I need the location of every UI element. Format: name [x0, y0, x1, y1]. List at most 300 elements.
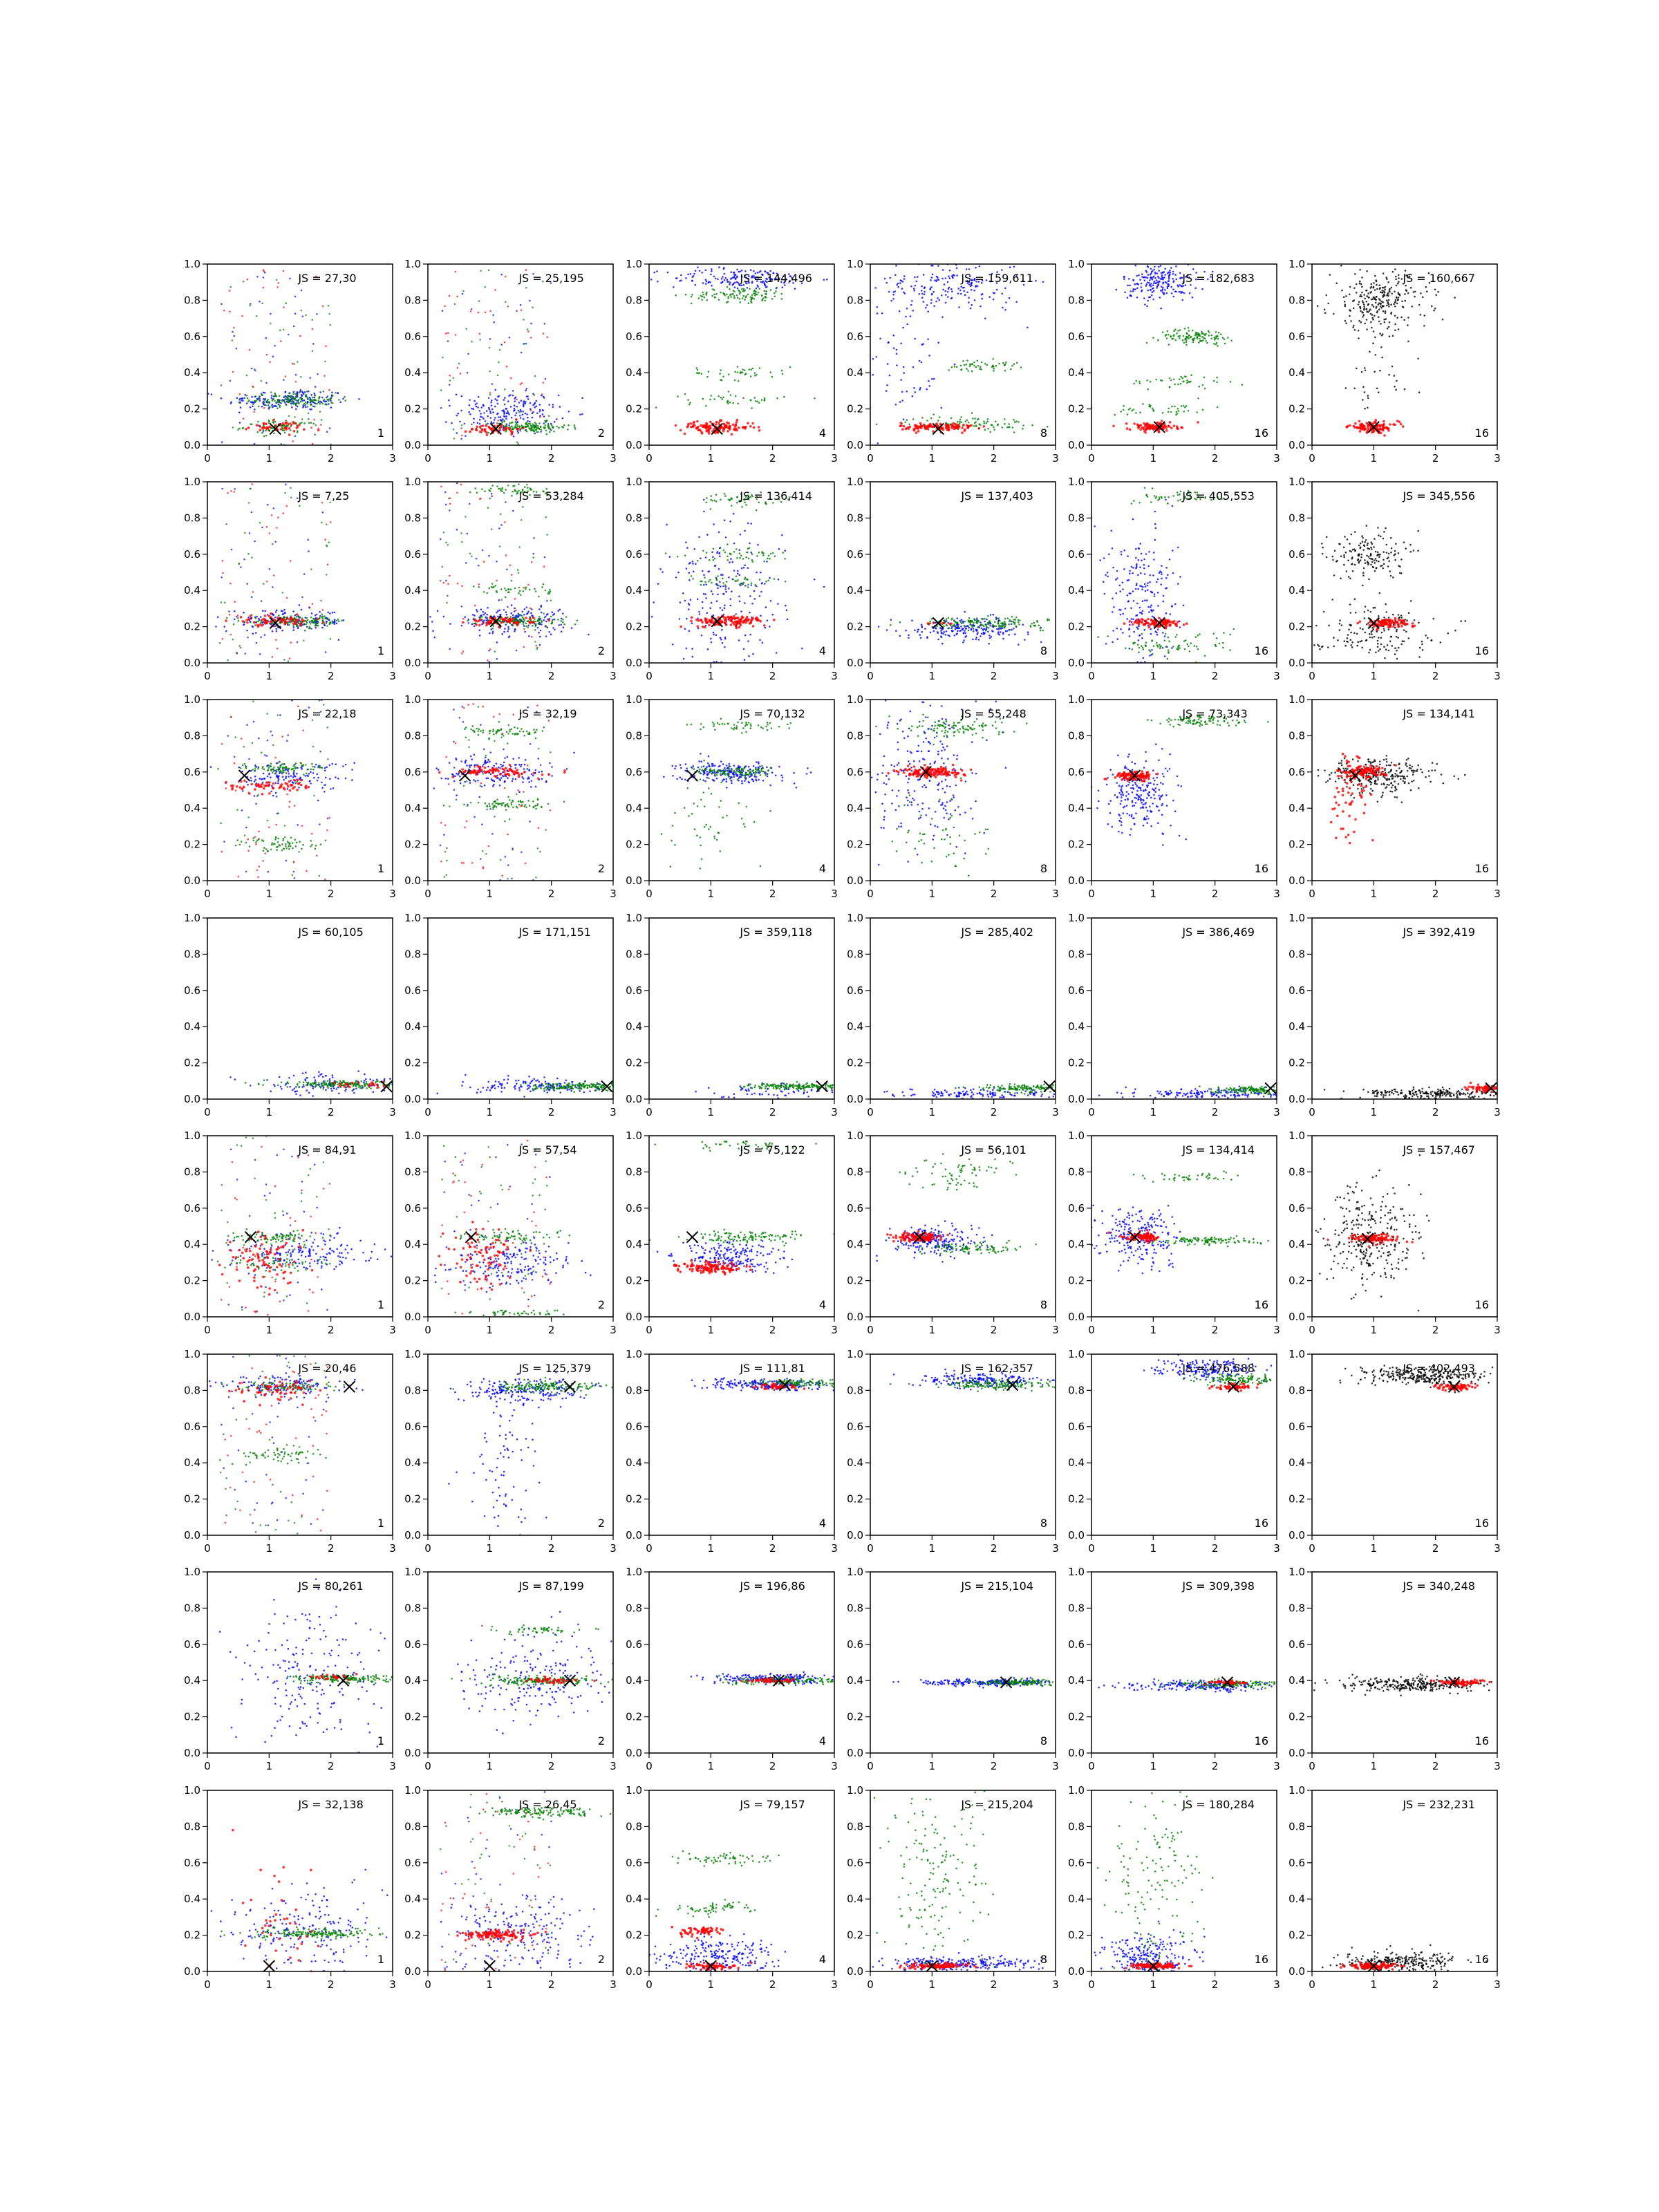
data-point [978, 639, 980, 641]
data-point [705, 279, 707, 281]
panel-r2-c3 [626, 476, 838, 682]
data-point [727, 430, 729, 433]
data-point [939, 299, 941, 301]
data-point [275, 639, 277, 641]
data-point [958, 425, 961, 428]
data-point [519, 430, 521, 432]
data-point [234, 610, 236, 612]
data-point [743, 295, 745, 297]
data-point [534, 406, 536, 409]
data-point [491, 528, 493, 530]
data-point [299, 621, 301, 623]
data-point [546, 534, 548, 536]
data-point [447, 332, 449, 334]
data-point [504, 341, 506, 344]
data-point [562, 612, 564, 615]
data-point [315, 400, 317, 402]
data-point [1359, 295, 1361, 297]
data-point [985, 630, 987, 632]
data-point [486, 592, 488, 594]
data-point [488, 426, 491, 429]
data-point [727, 279, 729, 281]
data-point [507, 606, 509, 608]
data-point [730, 558, 732, 560]
y-tick-label: 0.2 [184, 403, 200, 415]
data-point [675, 424, 677, 427]
data-point [1359, 430, 1362, 433]
data-point [1129, 429, 1132, 431]
data-point [440, 407, 442, 409]
data-point [459, 421, 461, 423]
data-point [521, 400, 523, 402]
data-point [932, 265, 934, 267]
data-point [532, 625, 534, 627]
data-point [474, 487, 476, 489]
data-point [543, 583, 545, 585]
data-point [1358, 330, 1360, 332]
point-cloud [651, 491, 825, 663]
data-point [720, 397, 722, 399]
data-point [232, 427, 234, 429]
data-point [563, 624, 565, 626]
data-point [489, 588, 491, 590]
data-point [315, 627, 317, 629]
data-point [461, 606, 463, 608]
js-annotation: JS = 25,195 [518, 272, 583, 285]
data-point [1161, 272, 1163, 274]
data-point [1373, 330, 1375, 332]
data-point [1169, 386, 1171, 388]
data-point [736, 269, 738, 271]
data-point [326, 404, 328, 406]
data-point [301, 290, 303, 292]
data-point [536, 621, 538, 623]
data-point [319, 617, 321, 619]
y-tick-label: 0.6 [184, 548, 200, 561]
data-point [710, 638, 712, 640]
data-point [476, 609, 478, 611]
data-point [518, 546, 521, 548]
data-point [1145, 429, 1147, 431]
data-point [579, 414, 581, 416]
data-point [457, 413, 459, 415]
data-point [1204, 335, 1206, 337]
data-point [550, 616, 552, 618]
data-point [468, 622, 470, 624]
data-point [695, 270, 697, 272]
data-point [691, 296, 693, 298]
data-point [449, 497, 451, 499]
data-point [270, 621, 272, 624]
data-point [713, 523, 715, 525]
data-point [697, 373, 700, 375]
data-point [738, 626, 741, 629]
data-point [1174, 328, 1177, 330]
data-point [1173, 280, 1175, 282]
data-point [713, 289, 715, 291]
data-point [1169, 270, 1171, 272]
data-point [986, 422, 988, 424]
data-point [1388, 326, 1390, 328]
data-point [1202, 384, 1204, 386]
data-point [745, 556, 747, 559]
data-point [693, 570, 695, 572]
data-point [770, 553, 772, 555]
data-point [688, 603, 690, 605]
data-point [1380, 428, 1382, 431]
data-point [931, 378, 933, 380]
js-annotation: JS = 144,496 [739, 272, 812, 285]
data-point [951, 630, 953, 632]
data-point [327, 395, 329, 397]
data-point [1152, 408, 1154, 410]
data-point [511, 574, 513, 576]
data-point [984, 363, 986, 365]
data-point [517, 569, 519, 571]
data-point [748, 302, 750, 304]
data-point [328, 541, 330, 543]
data-point [774, 292, 776, 294]
data-point [256, 424, 259, 427]
data-point [690, 599, 692, 601]
data-point [1434, 289, 1436, 291]
data-point [718, 568, 720, 570]
data-point [899, 635, 901, 637]
data-point [559, 406, 561, 408]
data-point [1173, 424, 1176, 427]
data-point [1350, 320, 1352, 322]
data-point [298, 402, 300, 404]
data-point [956, 274, 958, 276]
data-point [552, 404, 554, 406]
data-point [884, 278, 886, 280]
data-point [1354, 273, 1356, 275]
data-point [994, 292, 996, 294]
data-point [737, 403, 739, 405]
data-point [465, 516, 467, 518]
data-point [449, 375, 451, 377]
data-point [574, 427, 576, 429]
data-point [487, 607, 489, 609]
data-point [541, 605, 543, 607]
data-point [317, 621, 319, 624]
data-point [1387, 328, 1389, 330]
data-point [266, 354, 268, 356]
data-point [1183, 411, 1185, 413]
data-point [1370, 321, 1372, 324]
data-point [738, 427, 740, 429]
data-point [957, 421, 959, 423]
data-point [276, 630, 278, 632]
data-point [1143, 297, 1145, 299]
data-point [995, 619, 997, 621]
panel-r1-c3 [626, 258, 838, 465]
data-point [984, 318, 986, 320]
data-point [544, 617, 546, 619]
data-point [1157, 276, 1159, 278]
data-point [294, 403, 296, 405]
data-point [290, 426, 292, 428]
data-point [524, 631, 526, 633]
data-point [527, 423, 529, 425]
data-point [507, 427, 510, 430]
data-point [735, 627, 738, 630]
data-point [952, 277, 954, 279]
data-point [769, 558, 771, 560]
data-point [765, 627, 767, 629]
data-point [744, 565, 746, 567]
data-point [574, 424, 576, 427]
data-point [568, 424, 570, 427]
data-point [1166, 292, 1168, 294]
data-point [1383, 287, 1385, 289]
data-point [747, 523, 749, 525]
data-point [1150, 276, 1152, 279]
data-point [930, 418, 932, 420]
data-point [306, 621, 308, 624]
data-point [713, 428, 715, 431]
data-point [982, 629, 984, 631]
data-point [1349, 315, 1351, 317]
data-point [744, 530, 746, 532]
data-point [1184, 406, 1186, 409]
data-point [1004, 288, 1006, 290]
data-point [749, 543, 751, 545]
data-point [785, 581, 787, 583]
data-point [1149, 284, 1151, 286]
data-point [269, 568, 271, 570]
data-point [720, 637, 722, 639]
data-point [240, 647, 242, 649]
data-point [516, 491, 518, 493]
data-point [983, 420, 985, 422]
data-point [983, 425, 986, 428]
data-point [1161, 379, 1163, 382]
data-point [1132, 288, 1134, 290]
data-point [737, 371, 739, 373]
data-point [1383, 434, 1386, 437]
data-point [522, 411, 524, 413]
data-point [1397, 299, 1399, 301]
data-point [539, 644, 541, 646]
data-point [326, 625, 328, 627]
data-point [737, 573, 739, 575]
data-point [1134, 265, 1136, 267]
data-point [492, 628, 494, 630]
data-point [943, 620, 945, 622]
data-point [493, 625, 495, 627]
data-point [511, 422, 513, 424]
data-point [308, 413, 310, 415]
data-point [987, 615, 989, 617]
data-point [514, 630, 516, 632]
data-point [966, 359, 968, 362]
data-point [292, 400, 294, 402]
data-point [981, 632, 983, 635]
data-point [749, 621, 752, 624]
data-point [1138, 381, 1141, 383]
data-point [1363, 303, 1365, 306]
data-point [538, 623, 540, 625]
data-point [485, 424, 488, 427]
data-point [721, 278, 723, 280]
data-point [1380, 346, 1382, 348]
data-point [1388, 299, 1390, 301]
data-point [1382, 292, 1384, 294]
data-point [1170, 379, 1172, 382]
data-point [767, 580, 769, 582]
data-point [487, 507, 489, 509]
data-point [930, 302, 932, 304]
data-point [1161, 420, 1163, 422]
data-point [666, 524, 668, 526]
data-point [299, 604, 301, 606]
data-point [446, 602, 448, 604]
data-point [672, 644, 674, 646]
data-point [729, 561, 731, 563]
data-point [292, 629, 294, 631]
data-point [472, 614, 474, 616]
data-point [296, 424, 298, 427]
data-point [1395, 276, 1397, 278]
data-point [543, 619, 545, 621]
data-point [702, 294, 704, 296]
data-point [1392, 335, 1394, 337]
data-point [687, 399, 689, 401]
data-point [445, 504, 447, 506]
data-point [759, 595, 761, 597]
data-point [975, 366, 977, 368]
data-point [536, 412, 538, 414]
data-point [1013, 431, 1015, 433]
data-point [535, 626, 537, 628]
data-point [989, 625, 991, 627]
data-point [292, 363, 294, 365]
data-point [500, 514, 502, 516]
data-point [500, 416, 502, 418]
data-point [334, 623, 336, 625]
data-point [264, 610, 266, 612]
data-point [1172, 338, 1174, 340]
data-point [514, 608, 516, 610]
data-point [1413, 291, 1415, 293]
data-point [261, 303, 263, 305]
data-point [1170, 427, 1173, 430]
data-point [1206, 342, 1208, 344]
data-point [948, 635, 950, 637]
data-point [229, 310, 231, 312]
data-point [1385, 312, 1387, 314]
data-point [720, 585, 722, 588]
data-point [542, 382, 544, 384]
data-point [1363, 425, 1366, 428]
data-point [757, 544, 759, 546]
data-point [1179, 291, 1181, 293]
data-point [286, 397, 288, 399]
data-point [1364, 367, 1366, 369]
data-point [512, 395, 514, 397]
data-point [916, 425, 919, 428]
data-point [440, 486, 442, 488]
data-point [504, 427, 507, 430]
data-point [708, 619, 711, 621]
data-point [975, 424, 977, 427]
data-point [1384, 292, 1386, 294]
data-point [959, 421, 961, 423]
y-tick-label: 1.0 [1288, 258, 1305, 270]
panel-r1-c5 [1068, 258, 1280, 465]
data-point [1397, 283, 1399, 285]
data-point [933, 630, 935, 632]
data-point [491, 409, 494, 411]
data-point [488, 555, 490, 557]
data-point [358, 398, 360, 400]
data-point [975, 267, 977, 269]
data-point [247, 619, 250, 621]
data-point [518, 592, 520, 594]
point-cloud [215, 483, 344, 662]
data-point [981, 362, 983, 364]
data-point [968, 268, 971, 270]
data-point [1011, 621, 1013, 623]
data-point [740, 610, 742, 612]
data-point [283, 609, 285, 611]
data-point [954, 423, 957, 426]
data-point [687, 274, 689, 276]
data-point [544, 556, 546, 559]
data-point [781, 298, 783, 300]
data-point [1112, 425, 1115, 428]
data-point [462, 618, 465, 620]
data-point [539, 411, 541, 413]
data-point [330, 406, 332, 409]
data-point [290, 401, 292, 403]
data-point [563, 427, 565, 429]
data-point [527, 625, 529, 627]
data-point [950, 418, 953, 420]
data-point [969, 364, 971, 366]
data-point [764, 399, 766, 401]
data-point [288, 415, 290, 418]
data-point [1136, 297, 1138, 299]
data-point [295, 400, 297, 402]
data-point [750, 369, 752, 371]
data-point [1382, 295, 1385, 297]
data-point [257, 621, 259, 623]
data-point [259, 400, 261, 402]
data-point [1375, 354, 1377, 356]
data-point [518, 483, 520, 485]
data-point [757, 286, 759, 288]
data-point [974, 625, 976, 627]
data-point [312, 423, 315, 425]
data-point [1137, 283, 1139, 285]
data-point [532, 306, 534, 308]
data-point [733, 274, 735, 276]
data-point [259, 522, 261, 524]
data-point [705, 427, 708, 429]
data-point [786, 609, 788, 611]
data-point [908, 427, 910, 430]
data-point [230, 402, 232, 404]
data-point [1170, 286, 1172, 288]
data-point [222, 638, 224, 640]
data-point [496, 641, 498, 644]
data-point [966, 268, 968, 270]
data-point [543, 565, 545, 568]
data-point [1164, 289, 1166, 291]
data-point [1381, 357, 1383, 359]
